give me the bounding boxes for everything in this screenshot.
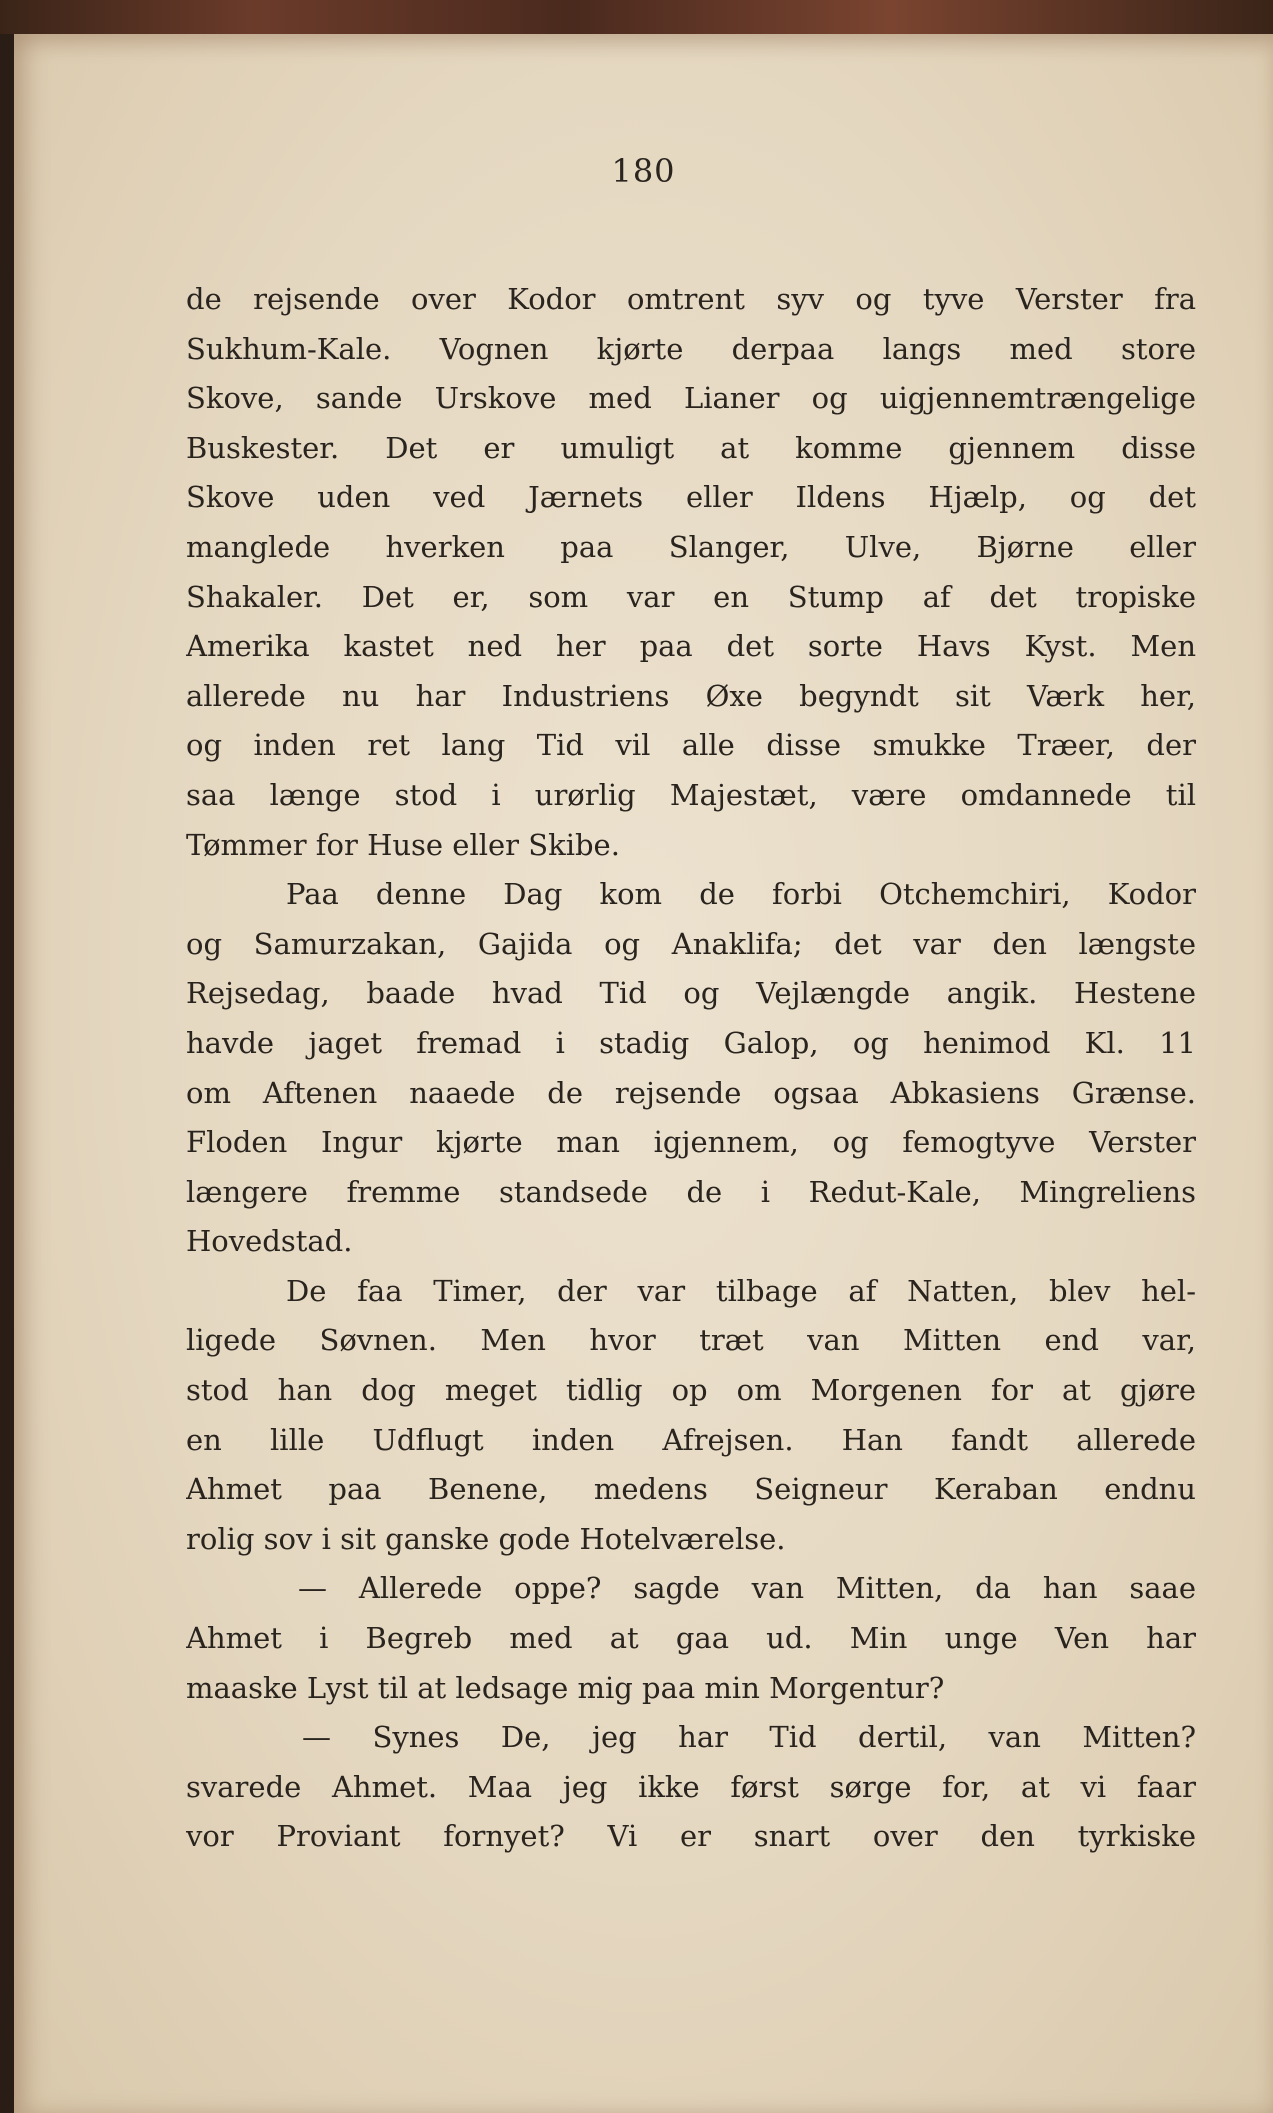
text-line: og Samurzakan, Gajida og Anaklifa; det var den længste (186, 926, 1196, 961)
text-line: længere fremme standsede de i Redut-Kale, Mingreliens (186, 1174, 1196, 1209)
text-line: og inden ret lang Tid vil alle disse smukke Træer, der (186, 728, 1196, 763)
text-line: Skove uden ved Jærnets eller Ildens Hjælp, og det (186, 480, 1196, 515)
text-line: Tømmer for Huse eller Skibe. (186, 827, 620, 862)
text-line: en lille Udflugt inden Afrejsen. Han fandt allerede (186, 1422, 1196, 1457)
text-line: ligede Søvnen. Men hvor træt van Mitten end var, (186, 1323, 1196, 1358)
book-page (14, 34, 1273, 2113)
text-line: Sukhum-Kale. Vognen kjørte derpaa langs med store (186, 331, 1196, 366)
text-line: stod han dog meget tidlig op om Morgenen for at gjøre (186, 1373, 1196, 1408)
text-line: havde jaget fremad i stadig Galop, og henimod Kl. 11 (186, 1025, 1196, 1060)
text-line: manglede hverken paa Slanger, Ulve, Bjørne eller (186, 529, 1196, 564)
paragraph-start-line: Paa denne Dag kom de forbi Otchemchiri, Kodor (286, 877, 1196, 912)
text-line: Amerika kastet ned her paa det sorte Havs Kyst. Men (186, 629, 1196, 664)
text-line: maaske Lyst til at ledsage mig paa min Morgentur? (186, 1670, 945, 1705)
text-line: vor Proviant fornyet? Vi er snart over den tyrkiske (186, 1819, 1196, 1854)
text-line: Shakaler. Det er, som var en Stump af det tropiske (186, 579, 1196, 614)
book-binding-edge (0, 0, 1273, 34)
text-line: allerede nu har Industriens Øxe begyndt sit Værk her, (186, 678, 1196, 713)
text-line: Ahmet paa Benene, medens Seigneur Keraban endnu (186, 1472, 1196, 1507)
page-number: 180 (611, 152, 676, 190)
text-line: rolig sov i sit ganske gode Hotelværelse. (186, 1521, 786, 1556)
dialogue-line: — Allerede oppe? sagde van Mitten, da han saae (298, 1571, 1196, 1606)
body-text (186, 275, 1196, 1862)
text-line: Ahmet i Begreb med at gaa ud. Min unge Ven har (186, 1621, 1196, 1656)
text-line: de rejsende over Kodor omtrent syv og tyve Verster fra (186, 282, 1196, 316)
dialogue-line: — Synes De, jeg har Tid dertil, van Mitten? (302, 1720, 1196, 1755)
text-line: Floden Ingur kjørte man igjennem, og femogtyve Verster (186, 1125, 1196, 1160)
text-line: Skove, sande Urskove med Lianer og uigjennemtrængelige (186, 381, 1196, 416)
text-line: Buskester. Det er umuligt at komme gjennem disse (186, 430, 1196, 465)
text-line: saa længe stod i urørlig Majestæt, være omdannede til (186, 777, 1196, 812)
paragraph-start-line: De faa Timer, der var tilbage af Natten, blev hel- (286, 1273, 1196, 1308)
text-line: svarede Ahmet. Maa jeg ikke først sørge for, at vi faar (186, 1769, 1196, 1804)
text-line: Hovedstad. (186, 1224, 353, 1259)
text-line: om Aftenen naaede de rejsende ogsaa Abkasiens Grænse. (186, 1075, 1196, 1110)
text-line: Rejsedag, baade hvad Tid og Vejlængde angik. Hestene (186, 976, 1196, 1011)
